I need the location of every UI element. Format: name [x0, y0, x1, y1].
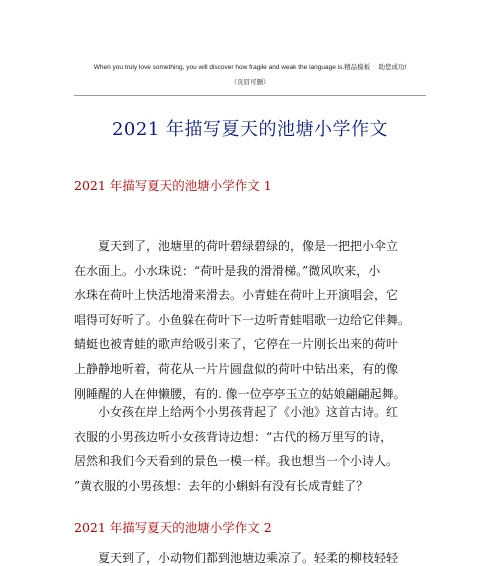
text-line: 水珠在荷叶上快活地滑来滑去。小青蛙在荷叶上开演唱会，它 — [74, 288, 399, 303]
section-heading-2: 2021 年描写夏天的池塘小学作文 2 — [74, 520, 272, 535]
page-header-quote: When you truly love something, you will discover how fragile and weak the language is.精品模板 助您成功! — [93, 64, 407, 71]
text-line: ”黄衣服的小男孩想：去年的小蝌蚪有没有长成青蛙了？ — [74, 478, 369, 493]
section-heading-1: 2021 年描写夏天的池塘小学作文 1 — [74, 178, 272, 193]
text-line: 夏天到了，小动物们都到池塘边乘凉了。轻柔的柳枝轻轻 — [74, 551, 399, 565]
text-line: 在水面上。小水珠说：“荷叶是我的滑滑梯。”微风吹来，小 — [74, 263, 381, 278]
text-line: 唱得可好听了。小鱼躲在荷叶下一边听青蛙唱歌一边给它伴舞。 — [74, 312, 411, 327]
page-header-note: （页眉可删） — [230, 78, 270, 86]
paragraph-1-1 — [74, 234, 426, 406]
text-line: 上静静地听着，荷花从一片片圆盘似的荷叶中钻出来，有的像 — [74, 361, 399, 376]
header-divider — [74, 95, 426, 96]
text-line: 小女孩在岸上给两个小男孩背起了《小池》这首古诗。红 — [74, 405, 399, 419]
text-line: 居然和我们今天看到的景色一模一样。我也想当一个小诗人。 — [74, 454, 399, 469]
text-line: 蜻蜓也被青蛙的歌声给吸引来了，它停在一片刚长出来的荷叶 — [74, 337, 399, 352]
document-title: 2021 年描写夏天的池塘小学作文 — [111, 119, 389, 140]
text-line: 衣服的小男孩边听小女孩背诗边想：“古代的杨万里写的诗， — [74, 429, 393, 444]
text-line: 刚睡醒的人在伸懒腰，有的. 像一位亭亭玉立的姑娘翩翩起舞。 — [74, 386, 406, 401]
text-line: 夏天到了，池塘里的荷叶碧绿碧绿的，像是一把把小伞立 — [74, 239, 399, 253]
paragraph-2-1 — [74, 546, 426, 566]
paragraph-1-2 — [74, 400, 426, 498]
